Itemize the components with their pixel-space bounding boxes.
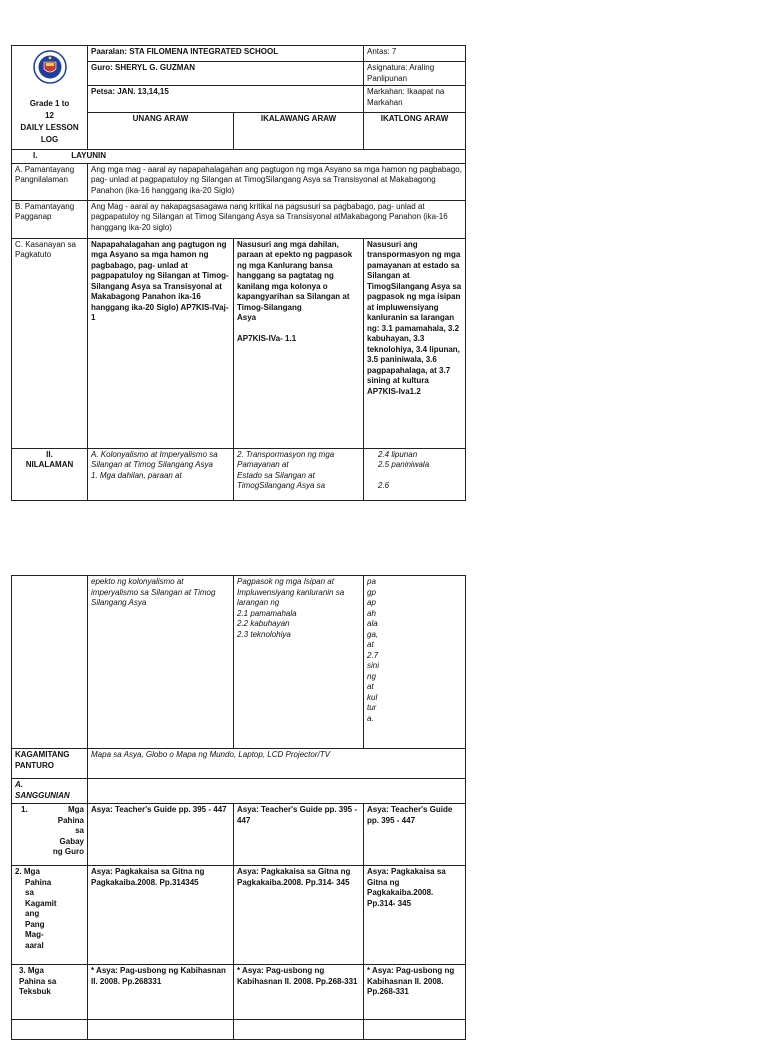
reference-row-1-number: 1. (21, 805, 28, 814)
reference-row-1-day-1: Asya: Teacher's Guide pp. 395 - 447 (88, 804, 234, 866)
reference-row-3-day-1: * Asya: Pag-usbong ng Kabihasnan II. 2008. Pp.268331 (88, 965, 234, 1020)
objectives-heading-number: I. (33, 151, 38, 160)
performance-standard-label: B. Pamantayang Pagganap (12, 200, 88, 238)
content-day-1-cont: epekto ng kolonyalismo at imperyalismo sa Silangan at Timog Silangang Asya (88, 576, 234, 749)
reference-row-1-day-2: Asya: Teacher's Guide pp. 395 - 447 (234, 804, 364, 866)
daily-lesson-log-label: Grade 1 to 12 DAILY LESSON LOG (20, 99, 79, 144)
objectives-heading-text: LAYUNIN (71, 151, 107, 160)
date-field: Petsa: JAN. 13,14,15 (88, 86, 364, 113)
reference-row-2-day-2: Asya: Pagkakaisa sa Gitna ng Pagkakaiba.2008. Pp.314- 345 (234, 866, 364, 965)
reference-row-3-day-2: * Asya: Pag-usbong ng Kabihasnan II. 2008. Pp.268-331 (234, 965, 364, 1020)
reference-row-3-label: Pahina sa Teksbuk (19, 976, 57, 996)
school-field: Paaralan: STA FILOMENA INTEGRATED SCHOOL (88, 46, 364, 62)
teacher-field: Guro: SHERYL G. GUZMAN (88, 62, 364, 86)
materials-label: KAGAMITANG PANTURO (12, 749, 88, 779)
deped-seal-logo (15, 47, 84, 84)
competency-day-3: Nasusuri ang transpormasyon ng mga pamayanan at estado sa Silangan at TimogSilangang Asya sa pagpasok ng mga isipan at impluwensiyang kanluranin sa larangan ng: 3.1 pamamahala, 3.2 kabuhayan, 3.3 teknolohiya, 3.4 lipunan, 3.5 paniniwala, 3.6 pagpapahalaga, at 3.7 sining at kultura AP7KIS-Iva1.2 (364, 238, 466, 448)
reference-row-2-day-1: Asya: Pagkakaisa sa Gitna ng Pagkakaiba.2008. Pp.314345 (88, 866, 234, 965)
content-label-number: II. (46, 449, 53, 459)
competency-label: C. Kasanayan sa Pagkatuto (12, 238, 88, 448)
quarter-field: Markahan: Ikaapat na Markahan (364, 86, 466, 113)
cutoff-row-cell-3 (234, 1020, 364, 1040)
lesson-log-table-bottom (11, 575, 466, 1040)
content-day-1-top: A. Kolonyalismo at Imperyalismo sa Silangan at Timog Silangang Asya 1. Mga dahilan, paraan at (88, 448, 234, 500)
lesson-log-page-2 (11, 575, 465, 1040)
reference-row-3-number: 3. Mga (19, 966, 44, 975)
content-cont-empty (12, 576, 88, 749)
cutoff-row-cell-2 (88, 1020, 234, 1040)
day-header-1: UNANG ARAW (88, 113, 234, 150)
cutoff-row-cell-4 (364, 1020, 466, 1040)
content-day-2-cont: Pagpasok ng mga Isipan at Impluwensiyang kanluranin sa larangan ng 2.1 pamamahala 2.2 kabuhayan 2.3 teknolohiya (234, 576, 364, 749)
reference-row-2-day-3: Asya: Pagkakaisa sa Gitna ng Pagkakaiba.2008. Pp.314- 345 (364, 866, 466, 965)
lesson-log-page-1 (11, 45, 465, 501)
reference-row-2-label-cell (12, 866, 88, 965)
reference-row-2-number: 2. Mga (15, 867, 40, 876)
performance-standard-text: Ang Mag - aaral ay nakapagsasagawa nang kritikal na pagsusuri sa pagbabago, pag- unlad at pagpapatuloy ng Silangan at Timog Silangang Asya sa Transisyonal atMakabagong Panahon (ika-16 hanggang ika-20 siglo) (88, 200, 466, 238)
content-standard-text: Ang mga mag - aaral ay napapahalagahan ang pagtugon ng mga Asyano sa mga hamon ng pagbabago, pag- unlad at pagpapatuloy ng Silangan at TimogSilangang Asya sa Transisyonal at Makabagong Panahon (ika-16 hanggang ika-20 Siglo) (88, 163, 466, 200)
content-day-2-top: 2. Transpormasyon ng mga Pamayanan at Estado sa Silangan at TimogSilangang Asya sa (234, 448, 364, 500)
reference-row-3-day-3: * Asya: Pag-usbong ng Kabihasnan II. 2008. Pp.268-331 (364, 965, 466, 1020)
reference-row-1-label: Mga Pahina sa Gabay ng Guro (52, 805, 84, 856)
reference-row-1-day-3: Asya: Teacher's Guide pp. 395 - 447 (364, 804, 466, 866)
lesson-log-table-top (11, 45, 466, 501)
content-label: NILALAMAN (25, 460, 74, 469)
references-label: A. SANGGUNIAN (12, 779, 88, 804)
grade-field: Antas: 7 (364, 46, 466, 62)
materials-value: Mapa sa Asya, Globo o Mapa ng Mundo, Laptop, LCD Projector/TV (88, 749, 466, 779)
competency-day-2: Nasusuri ang mga dahilan, paraan at epekto ng pagpasok ng mga Kanlurang bansa hanggang sa pagtatag ng kanilang mga kolonya o kapangyarihan sa Silangan at Timog-Silangang Asya AP7KIS-IVa- 1.1 (234, 238, 364, 448)
objectives-heading (12, 150, 466, 164)
content-day-3-cont: pa gp ap ah ala ga, at 2.7 sini ng at kul tur a. (364, 576, 466, 749)
content-day-3-top: 2.4 lipunan 2.5 paniniwala 2.6 (364, 448, 466, 500)
competency-day-1: Napapahalagahan ang pagtugon ng mga Asyano sa mga hamon ng pagbabago, pag- unlad at pagpapatuloy ng Silangan at Timog-Silangang Asya sa Transisyonal at Makabagong Panahon ika-16 hanggang ika-20 Siglo) AP7KIS-IVaj-1 (88, 238, 234, 448)
day-header-2: IKALAWANG ARAW (234, 113, 364, 150)
reference-row-3-label-cell (12, 965, 88, 1020)
content-standard-label: A. Pamantayang Pangnilalaman (12, 163, 88, 200)
header-side-cell (12, 46, 88, 150)
day-header-3: IKATLONG ARAW (364, 113, 466, 150)
references-empty (88, 779, 466, 804)
reference-row-2-label: Pahina sa Kagamit ang Pang Mag- aaral (25, 877, 57, 950)
subject-field: Asignatura: Araling Panlipunan (364, 62, 466, 86)
reference-row-1-label-cell (12, 804, 88, 866)
cutoff-row-cell-1 (12, 1020, 88, 1040)
content-label-cell (12, 448, 88, 500)
